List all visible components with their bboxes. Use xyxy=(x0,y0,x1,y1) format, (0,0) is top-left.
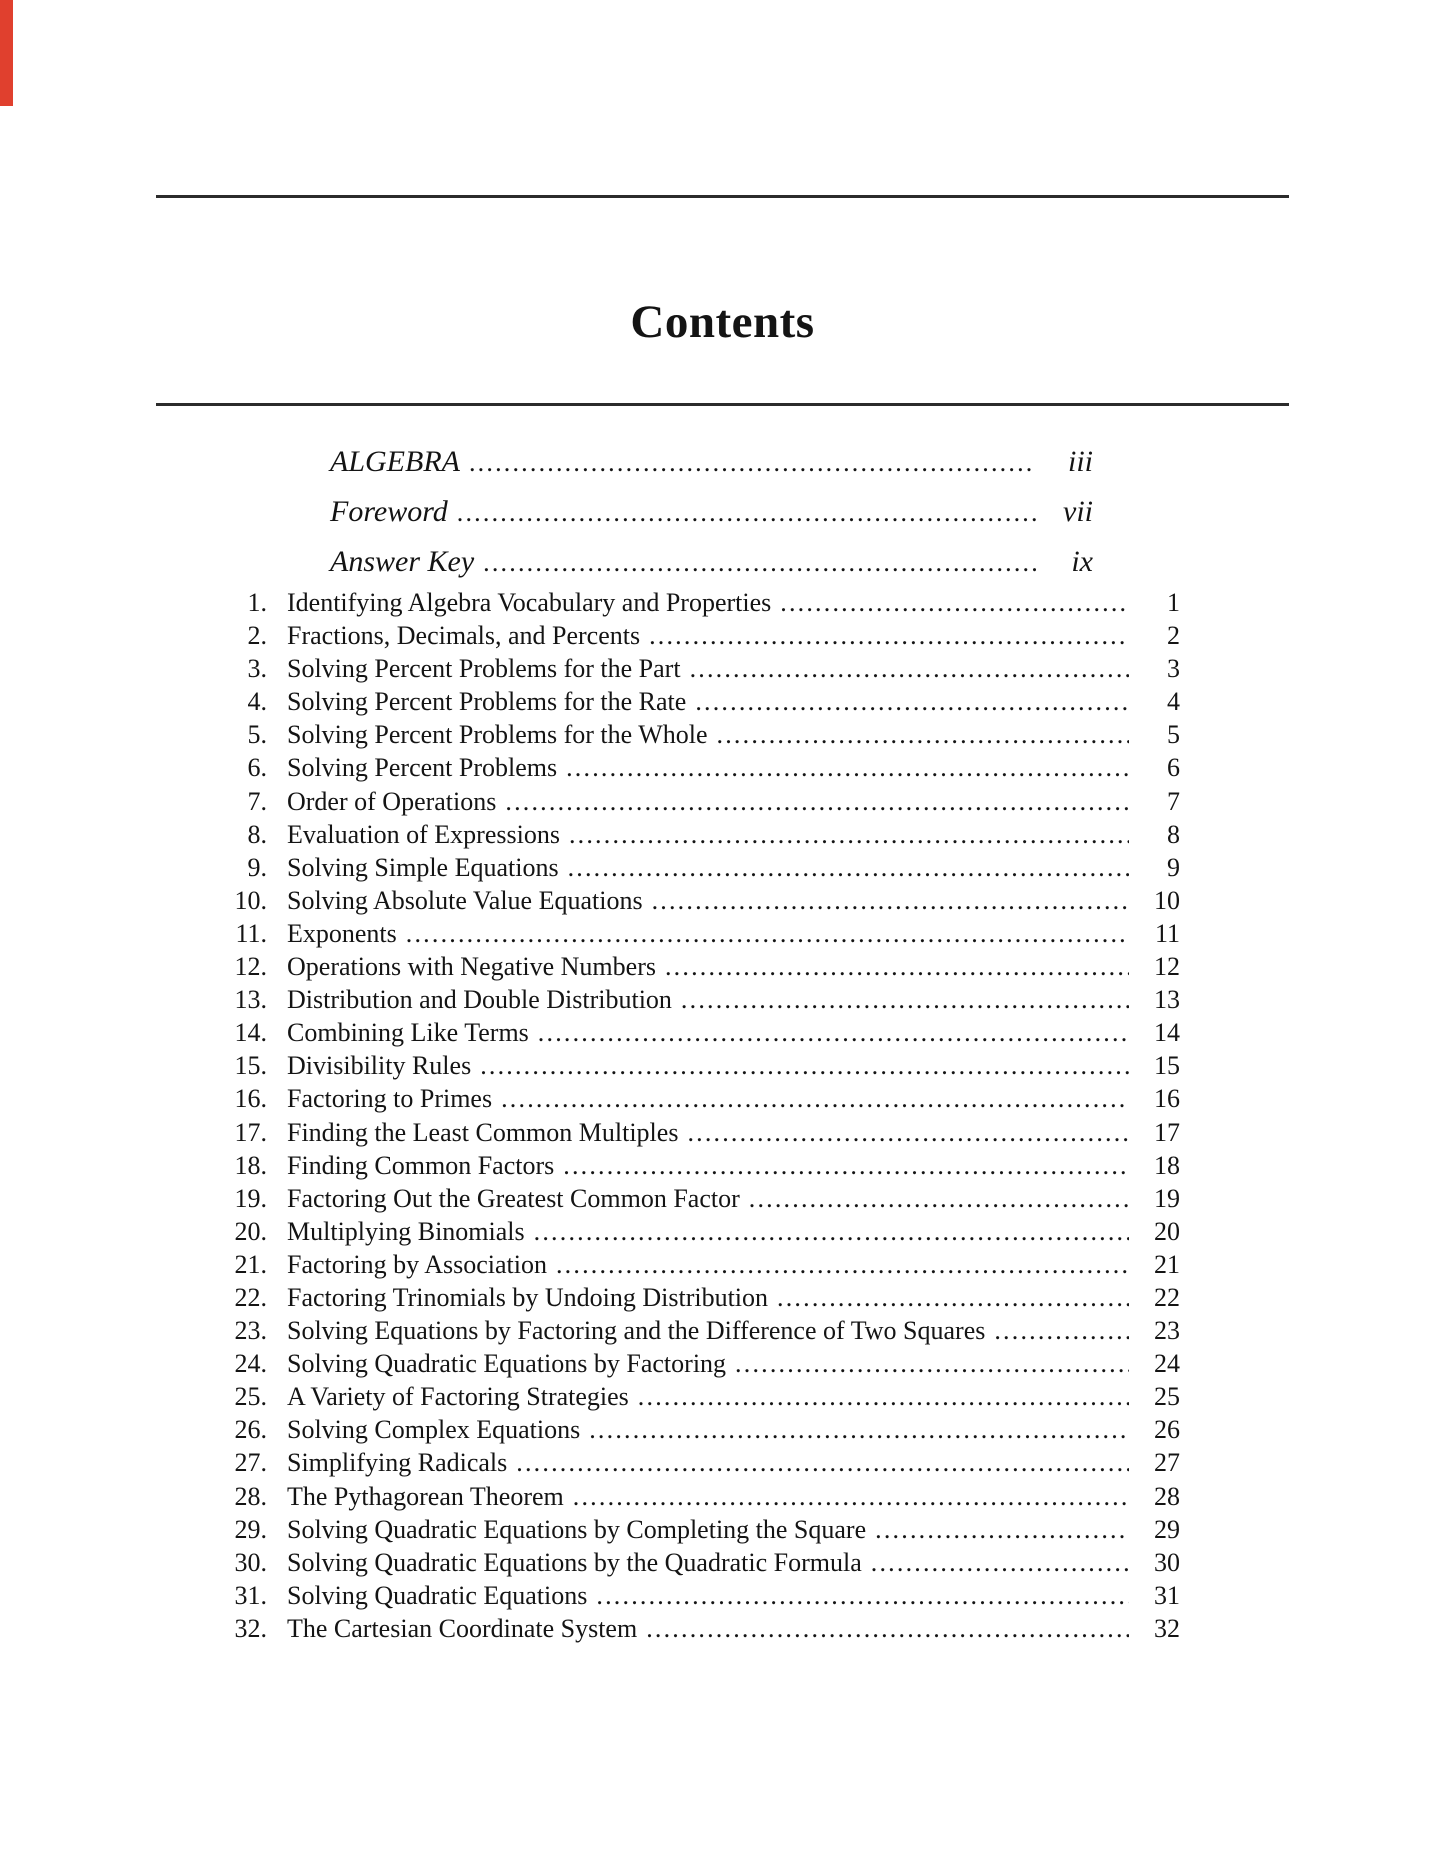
toc-entry-number: 6. xyxy=(247,753,267,783)
toc-entry-page-number: 28 xyxy=(1154,1481,1180,1511)
toc-entry-number: 21. xyxy=(234,1249,267,1279)
toc-entry-title: Exponents xyxy=(287,918,397,948)
dot-leader xyxy=(681,652,1129,685)
front-matter-page-number: ix xyxy=(1071,545,1093,578)
toc-row xyxy=(219,950,1180,983)
toc-row xyxy=(219,751,1180,784)
toc-entry-title: Order of Operations xyxy=(287,786,497,816)
toc-entry-page-number: 4 xyxy=(1167,687,1180,717)
toc-entry-title: Factoring to Primes xyxy=(287,1084,493,1114)
toc-entry-number: 13. xyxy=(234,985,267,1015)
toc-entry-page-number: 19 xyxy=(1154,1183,1180,1213)
toc-entry-title: Solving Quadratic Equations by Completing the Square xyxy=(287,1514,867,1544)
dot-leader xyxy=(678,1116,1129,1149)
toc-row xyxy=(219,1149,1180,1182)
toc-entry-page-number: 5 xyxy=(1167,720,1180,750)
toc-entry-number: 18. xyxy=(234,1150,267,1180)
toc-entry-page-number: 1 xyxy=(1167,588,1180,617)
toc-entry-page-number: 31 xyxy=(1154,1580,1180,1610)
toc-entry-title: Solving Percent Problems for the Rate xyxy=(287,687,687,717)
toc-entry-number: 20. xyxy=(234,1216,267,1246)
toc-entry-title: Divisibility Rules xyxy=(287,1051,472,1081)
toc-row xyxy=(219,1314,1180,1347)
toc-row xyxy=(219,619,1180,652)
toc-entry-number: 23. xyxy=(234,1316,267,1346)
toc-entry-number: 9. xyxy=(247,852,267,882)
toc-entry-page-number: 25 xyxy=(1154,1382,1180,1412)
toc-entry-number: 24. xyxy=(234,1349,267,1379)
toc-entry-title: Solving Quadratic Equations by Factoring xyxy=(287,1349,727,1379)
toc-entry-title: The Cartesian Coordinate System xyxy=(287,1613,638,1643)
front-matter-label: Foreword xyxy=(330,495,448,528)
dot-leader xyxy=(726,1347,1129,1380)
toc-entry-title: Solving Percent Problems for the Part xyxy=(287,654,681,684)
dot-leader xyxy=(637,1612,1129,1645)
toc-entry-number: 29. xyxy=(234,1514,267,1544)
toc-row xyxy=(219,1546,1180,1579)
toc-row xyxy=(219,685,1180,718)
toc-entry-page-number: 10 xyxy=(1154,885,1180,915)
toc-row xyxy=(219,983,1180,1016)
dot-leader xyxy=(474,538,1036,587)
toc-entry-page-number: 2 xyxy=(1167,621,1180,651)
toc-entry-page-number: 30 xyxy=(1154,1547,1180,1577)
toc-entry-title: Solving Quadratic Equations xyxy=(287,1580,588,1610)
toc-entry-title: Solving Quadratic Equations by the Quadratic Formula xyxy=(287,1547,862,1577)
toc-entry-title: Solving Percent Problems for the Whole xyxy=(287,720,708,750)
dot-leader xyxy=(708,718,1129,751)
dot-leader xyxy=(771,586,1129,619)
dot-leader xyxy=(985,1314,1129,1347)
dot-leader xyxy=(580,1413,1129,1446)
toc-entry-page-number: 8 xyxy=(1167,819,1180,849)
toc-entry-title: Operations with Negative Numbers xyxy=(287,952,656,982)
toc-entry-number: 1. xyxy=(247,588,267,617)
toc-entry-title: Identifying Algebra Vocabulary and Properties xyxy=(287,588,772,617)
dot-leader xyxy=(471,1049,1129,1082)
toc-row xyxy=(219,1579,1180,1612)
toc-entry-number: 26. xyxy=(234,1415,267,1445)
toc-row xyxy=(219,1446,1180,1479)
toc-entry-page-number: 15 xyxy=(1154,1051,1180,1081)
toc-entry-number: 11. xyxy=(235,918,267,948)
toc-entry-title: A Variety of Factoring Strategies xyxy=(287,1382,629,1412)
toc-entry-title: Solving Percent Problems xyxy=(287,753,558,783)
toc-entry-page-number: 20 xyxy=(1154,1216,1180,1246)
toc-row xyxy=(219,1513,1180,1546)
toc-entry-title: Simplifying Radicals xyxy=(287,1448,508,1478)
toc-row xyxy=(219,1049,1180,1082)
toc-entry-title: Solving Complex Equations xyxy=(287,1415,581,1445)
dot-leader xyxy=(492,1082,1129,1115)
toc-entry-page-number: 24 xyxy=(1154,1349,1180,1379)
dot-leader xyxy=(740,1182,1129,1215)
toc-row xyxy=(219,1116,1180,1149)
toc-entry-title: Fractions, Decimals, and Percents xyxy=(287,621,641,651)
front-matter-row xyxy=(330,537,1093,587)
title-divider-rule xyxy=(156,403,1289,406)
toc-entry-number: 7. xyxy=(247,786,267,816)
toc-entry-title: Finding Common Factors xyxy=(287,1150,555,1180)
toc-row xyxy=(219,851,1180,884)
toc-entry-page-number: 14 xyxy=(1154,1018,1180,1048)
toc-entry-page-number: 9 xyxy=(1167,852,1180,882)
toc-entry-page-number: 18 xyxy=(1154,1150,1180,1180)
dot-leader xyxy=(554,1149,1129,1182)
toc-entry-title: The Pythagorean Theorem xyxy=(287,1481,564,1511)
toc-entry-number: 19. xyxy=(234,1183,267,1213)
dot-leader xyxy=(672,983,1129,1016)
front-matter-label: Answer Key xyxy=(330,545,475,578)
toc-entry-number: 4. xyxy=(247,687,267,717)
dot-leader xyxy=(862,1546,1129,1579)
dot-leader xyxy=(686,685,1129,718)
toc-entry-page-number: 12 xyxy=(1154,952,1180,982)
toc-entry-number: 30. xyxy=(234,1547,267,1577)
page-title: Contents xyxy=(630,296,815,349)
toc-entry-number: 10. xyxy=(234,885,267,915)
front-matter-page-number: vii xyxy=(1063,495,1093,528)
toc-entry-number: 31. xyxy=(234,1580,267,1610)
toc-entry-number: 25. xyxy=(234,1382,267,1412)
front-matter-label: ALGEBRA xyxy=(330,445,460,478)
toc-entry-title: Solving Absolute Value Equations xyxy=(287,885,643,915)
toc-entry-title: Factoring Out the Greatest Common Factor xyxy=(287,1183,740,1213)
toc-row xyxy=(219,1016,1180,1049)
dot-leader xyxy=(587,1579,1129,1612)
dot-leader xyxy=(656,950,1129,983)
toc-entry-page-number: 27 xyxy=(1154,1448,1180,1478)
toc-row xyxy=(219,818,1180,851)
toc-entry-number: 17. xyxy=(234,1117,267,1147)
toc-entry-page-number: 21 xyxy=(1154,1249,1180,1279)
front-matter-list xyxy=(330,437,1093,587)
toc-entry-title: Solving Equations by Factoring and the Difference of Two Squares xyxy=(287,1316,986,1346)
toc-row xyxy=(219,1248,1180,1281)
toc-row xyxy=(219,1347,1180,1380)
toc-row xyxy=(219,586,1180,619)
toc-entry-page-number: 6 xyxy=(1167,753,1180,783)
toc-row xyxy=(219,1215,1180,1248)
toc-entry-number: 14. xyxy=(234,1018,267,1048)
dot-leader xyxy=(529,1016,1129,1049)
toc-entry-title: Finding the Least Common Multiples xyxy=(287,1117,679,1147)
toc-entry-number: 2. xyxy=(247,621,267,651)
toc-row xyxy=(219,1480,1180,1513)
toc-row xyxy=(219,718,1180,751)
dot-leader xyxy=(397,917,1129,950)
toc-entry-title: Solving Simple Equations xyxy=(287,852,559,882)
toc-entry-number: 16. xyxy=(234,1084,267,1114)
toc-row xyxy=(219,1281,1180,1314)
toc-row xyxy=(219,1612,1180,1645)
toc-entry-page-number: 7 xyxy=(1167,786,1180,816)
toc-entry-number: 12. xyxy=(234,952,267,982)
toc-entry-number: 8. xyxy=(247,819,267,849)
toc-row xyxy=(219,917,1180,950)
toc-entry-number: 22. xyxy=(234,1282,267,1312)
dot-leader xyxy=(448,488,1036,537)
dot-leader xyxy=(460,438,1036,487)
toc-entry-number: 15. xyxy=(234,1051,267,1081)
toc-entry-title: Multiplying Binomials xyxy=(287,1216,525,1246)
dot-leader xyxy=(629,1380,1129,1413)
toc-row xyxy=(219,785,1180,818)
dot-leader xyxy=(547,1248,1129,1281)
dot-leader xyxy=(866,1513,1129,1546)
toc-entry-number: 28. xyxy=(234,1481,267,1511)
dot-leader xyxy=(643,884,1129,917)
dot-leader xyxy=(564,1480,1129,1513)
toc-entry-page-number: 22 xyxy=(1154,1282,1180,1312)
front-matter-row xyxy=(330,437,1093,487)
toc-entry-number: 3. xyxy=(247,654,267,684)
scan-edge-red-mark xyxy=(0,0,13,106)
toc-entry-title: Evaluation of Expressions xyxy=(287,819,560,849)
toc-entry-title: Combining Like Terms xyxy=(287,1018,529,1048)
toc-entry-title: Factoring Trinomials by Undoing Distribution xyxy=(287,1282,769,1312)
toc-entry-page-number: 23 xyxy=(1154,1316,1180,1346)
dot-leader xyxy=(496,785,1129,818)
toc-entry-page-number: 32 xyxy=(1154,1613,1180,1643)
front-matter-row xyxy=(330,487,1093,537)
toc-entry-title: Factoring by Association xyxy=(287,1249,547,1279)
dot-leader xyxy=(525,1215,1129,1248)
dot-leader xyxy=(768,1281,1129,1314)
toc-entry-page-number: 17 xyxy=(1154,1117,1180,1147)
toc-row xyxy=(219,1413,1180,1446)
toc-entry-page-number: 13 xyxy=(1154,985,1180,1015)
toc-entry-number: 5. xyxy=(247,720,267,750)
top-horizontal-rule xyxy=(156,195,1289,198)
toc-entry-title: Distribution and Double Distribution xyxy=(287,985,672,1015)
toc-row xyxy=(219,1380,1180,1413)
dot-leader xyxy=(507,1446,1129,1479)
toc-entry-number: 27. xyxy=(234,1448,267,1478)
dot-leader xyxy=(560,818,1129,851)
toc-entry-page-number: 11 xyxy=(1154,918,1180,948)
toc-row xyxy=(219,1082,1180,1115)
dot-leader xyxy=(557,751,1129,784)
toc-entry-page-number: 3 xyxy=(1167,654,1180,684)
toc-row xyxy=(219,652,1180,685)
toc-row xyxy=(219,884,1180,917)
toc-entry-page-number: 16 xyxy=(1154,1084,1180,1114)
front-matter-page-number: iii xyxy=(1067,445,1093,478)
toc-list xyxy=(219,586,1180,1645)
toc-row xyxy=(219,1182,1180,1215)
toc-entry-page-number: 29 xyxy=(1154,1514,1180,1544)
dot-leader xyxy=(559,851,1129,884)
toc-entry-number: 32. xyxy=(234,1613,267,1643)
toc-entry-page-number: 26 xyxy=(1154,1415,1180,1445)
dot-leader xyxy=(640,619,1129,652)
